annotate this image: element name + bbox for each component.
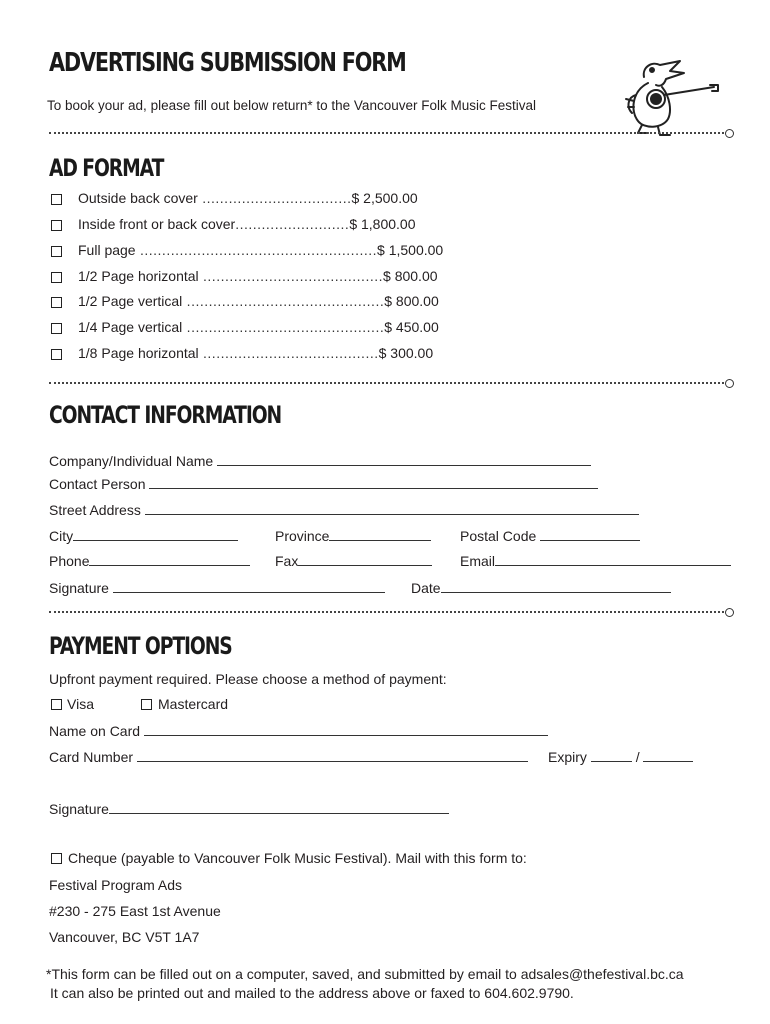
fax-row xyxy=(275,552,432,569)
date-row xyxy=(411,579,671,596)
payment-instruction: Upfront payment required. Please choose a method of payment: xyxy=(49,671,447,687)
payment-signature-row xyxy=(49,800,449,817)
address-line-3: Vancouver, BC V5T 1A7 xyxy=(49,929,200,945)
phone-input[interactable] xyxy=(89,552,250,566)
ad-option-label: 1/2 Page horizontal xyxy=(78,268,199,284)
email-row xyxy=(460,552,731,569)
ad-option-price: $ 800.00 xyxy=(383,268,438,284)
ad-option-checkbox[interactable] xyxy=(51,297,62,308)
mastercard-checkbox[interactable] xyxy=(141,699,152,710)
street-input[interactable] xyxy=(145,501,639,515)
address-line-1: Festival Program Ads xyxy=(49,877,183,893)
postal-input[interactable] xyxy=(540,527,640,541)
city-label: City xyxy=(49,528,74,544)
street-label: Street Address xyxy=(49,502,141,518)
company-field-row xyxy=(49,452,591,469)
expiry-label: Expiry xyxy=(548,749,587,765)
expiry-row xyxy=(548,748,693,765)
ad-option-price: $ 800.00 xyxy=(384,293,439,309)
ad-option-leader: ............................................. xyxy=(182,293,385,309)
ad-option-leader: .................................. xyxy=(197,190,352,206)
postal-label: Postal Code xyxy=(460,528,537,544)
signature-input[interactable] xyxy=(113,579,385,593)
ad-option-leader: ............................................. xyxy=(182,319,385,335)
signature-label: Signature xyxy=(49,580,109,596)
ad-option-label: Full page xyxy=(78,242,136,258)
mastercard-label: Mastercard xyxy=(158,696,229,712)
contact-person-row xyxy=(49,475,598,492)
company-input[interactable] xyxy=(217,452,591,466)
province-input[interactable] xyxy=(329,527,431,541)
date-input[interactable] xyxy=(441,579,671,593)
divider-end-circle xyxy=(725,129,734,138)
ad-option-price: $ 450.00 xyxy=(384,319,439,335)
province-row xyxy=(275,527,431,544)
card-number-row xyxy=(49,748,528,765)
ad-option-row xyxy=(78,216,416,232)
ad-option-row xyxy=(78,345,433,361)
visa-label: Visa xyxy=(67,696,94,712)
ad-option-checkbox[interactable] xyxy=(51,323,62,334)
ad-option-leader: ...................................................... xyxy=(135,242,378,258)
section-divider xyxy=(49,132,724,134)
contact-person-label: Contact Person xyxy=(49,476,146,492)
section-divider xyxy=(49,382,724,384)
ad-option-leader: ......................................... xyxy=(198,268,384,284)
name-on-card-label: Name on Card xyxy=(49,723,141,739)
ad-option-checkbox[interactable] xyxy=(51,349,62,360)
payment-signature-input[interactable] xyxy=(109,800,449,814)
name-on-card-row xyxy=(49,722,548,739)
email-input[interactable] xyxy=(495,552,731,566)
contact-signature-row xyxy=(49,579,385,596)
ad-option-checkbox[interactable] xyxy=(51,246,62,257)
divider-end-circle xyxy=(725,608,734,617)
ad-option-leader: .......................... xyxy=(235,216,350,232)
email-label: Email xyxy=(460,553,496,569)
expiry-month-input[interactable] xyxy=(591,748,632,762)
contact-heading: CONTACT INFORMATION xyxy=(49,401,282,429)
ad-option-checkbox[interactable] xyxy=(51,220,62,231)
ad-option-price: $ 300.00 xyxy=(378,345,434,361)
visa-checkbox[interactable] xyxy=(51,699,62,710)
cheque-checkbox[interactable] xyxy=(51,853,62,864)
phone-row xyxy=(49,552,250,569)
intro-text: To book your ad, please fill out below return* to the Vancouver Folk Music Festival xyxy=(47,98,536,113)
phone-label: Phone xyxy=(49,553,90,569)
ad-option-row xyxy=(78,319,439,335)
ad-option-label: 1/2 Page vertical xyxy=(78,293,183,309)
ad-option-label: Outside back cover xyxy=(78,190,198,206)
ad-option-price: $ 1,500.00 xyxy=(377,242,444,258)
ad-option-checkbox[interactable] xyxy=(51,194,62,205)
ad-option-label: Inside front or back cover xyxy=(78,216,236,232)
divider-end-circle xyxy=(725,379,734,388)
section-divider xyxy=(49,611,724,613)
ad-option-row xyxy=(78,268,438,284)
expiry-separator: / xyxy=(635,749,640,765)
fax-input[interactable] xyxy=(298,552,432,566)
postal-row xyxy=(460,527,640,544)
ad-option-row xyxy=(78,242,443,258)
footer-line-2: It can also be printed out and mailed to the address above or faxed to 604.602.9790. xyxy=(50,985,574,1001)
contact-person-input[interactable] xyxy=(149,475,598,489)
ad-option-row xyxy=(78,293,439,309)
ad-option-price: $ 1,800.00 xyxy=(349,216,416,232)
cheque-label: Cheque (payable to Vancouver Folk Music Festival). Mail with this form to: xyxy=(68,850,527,866)
form-title: ADVERTISING SUBMISSION FORM xyxy=(49,48,406,78)
city-row xyxy=(49,527,238,544)
city-input[interactable] xyxy=(73,527,238,541)
fax-label: Fax xyxy=(275,553,299,569)
bird-playing-banjo-icon xyxy=(622,55,722,137)
payment-signature-label: Signature xyxy=(49,801,109,817)
ad-format-heading: AD FORMAT xyxy=(49,154,164,182)
card-number-input[interactable] xyxy=(137,748,528,762)
expiry-year-input[interactable] xyxy=(643,748,693,762)
ad-option-price: $ 2,500.00 xyxy=(351,190,418,206)
date-label: Date xyxy=(411,580,441,596)
address-line-2: #230 - 275 East 1st Avenue xyxy=(49,903,221,919)
ad-option-row xyxy=(78,190,418,206)
card-number-label: Card Number xyxy=(49,749,134,765)
footer-line-1: *This form can be filled out on a computer, saved, and submitted by email to adsales@thefestival.bc.ca xyxy=(46,966,684,982)
ad-option-label: 1/8 Page horizontal xyxy=(78,345,199,361)
ad-option-leader: ........................................ xyxy=(198,345,379,361)
ad-option-label: 1/4 Page vertical xyxy=(78,319,183,335)
payment-heading: PAYMENT OPTIONS xyxy=(49,632,232,660)
street-row xyxy=(49,501,639,518)
province-label: Province xyxy=(275,528,330,544)
name-on-card-input[interactable] xyxy=(144,722,548,736)
ad-option-checkbox[interactable] xyxy=(51,272,62,283)
company-label: Company/Individual Name xyxy=(49,453,214,469)
